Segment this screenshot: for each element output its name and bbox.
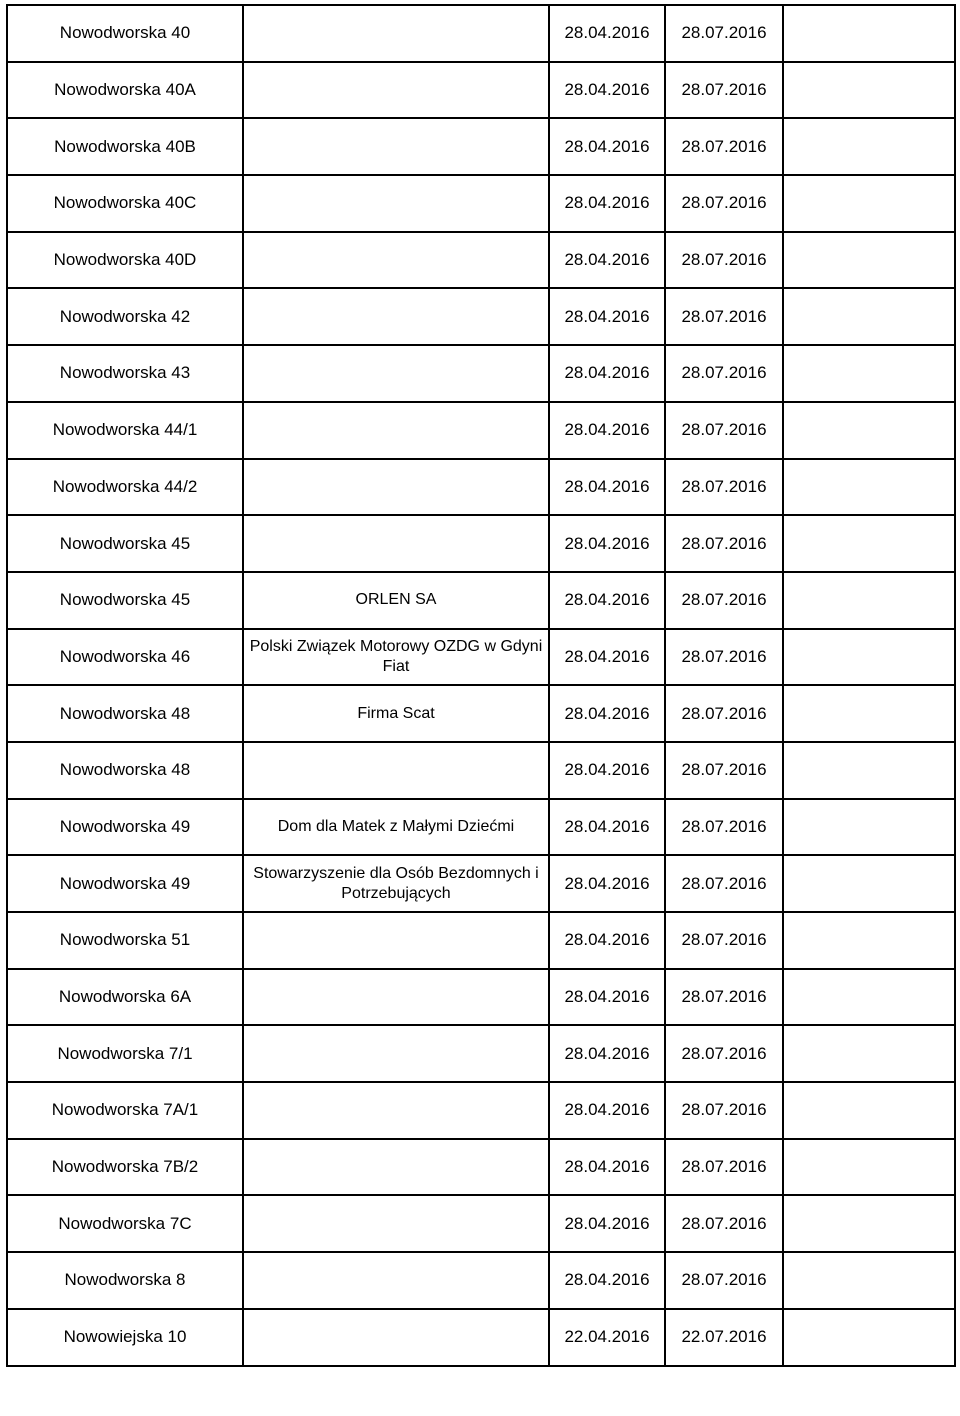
table-row bbox=[7, 742, 955, 799]
company-cell bbox=[243, 1025, 549, 1082]
date-from-cell: 28.04.2016 bbox=[549, 572, 665, 629]
date-from-cell: 22.04.2016 bbox=[549, 1309, 665, 1366]
company-cell bbox=[243, 969, 549, 1026]
date-to-cell: 28.07.2016 bbox=[665, 62, 783, 119]
extra-cell bbox=[783, 685, 955, 742]
company-cell bbox=[243, 175, 549, 232]
address-cell: Nowodworska 49 bbox=[7, 799, 243, 856]
table-row bbox=[7, 1139, 955, 1196]
extra-cell bbox=[783, 1195, 955, 1252]
company-cell bbox=[243, 1195, 549, 1252]
date-from-cell: 28.04.2016 bbox=[549, 629, 665, 686]
company-cell bbox=[243, 1139, 549, 1196]
date-from-cell: 28.04.2016 bbox=[549, 799, 665, 856]
company-cell: Polski Związek Motorowy OZDG w Gdyni Fiat bbox=[243, 629, 549, 686]
address-cell: Nowodworska 48 bbox=[7, 685, 243, 742]
company-cell bbox=[243, 232, 549, 289]
table-row bbox=[7, 1082, 955, 1139]
date-to-cell: 28.07.2016 bbox=[665, 969, 783, 1026]
company-cell bbox=[243, 742, 549, 799]
date-to-cell: 28.07.2016 bbox=[665, 799, 783, 856]
date-to-cell: 28.07.2016 bbox=[665, 1139, 783, 1196]
date-from-cell: 28.04.2016 bbox=[549, 1195, 665, 1252]
table-row bbox=[7, 232, 955, 289]
extra-cell bbox=[783, 1082, 955, 1139]
table-row bbox=[7, 799, 955, 856]
extra-cell bbox=[783, 1139, 955, 1196]
date-to-cell: 28.07.2016 bbox=[665, 232, 783, 289]
extra-cell bbox=[783, 459, 955, 516]
address-cell: Nowodworska 51 bbox=[7, 912, 243, 969]
date-to-cell: 28.07.2016 bbox=[665, 515, 783, 572]
table-row bbox=[7, 912, 955, 969]
address-cell: Nowodworska 40D bbox=[7, 232, 243, 289]
date-to-cell: 28.07.2016 bbox=[665, 1252, 783, 1309]
table-row bbox=[7, 345, 955, 402]
date-to-cell: 28.07.2016 bbox=[665, 402, 783, 459]
date-from-cell: 28.04.2016 bbox=[549, 1139, 665, 1196]
extra-cell bbox=[783, 572, 955, 629]
date-from-cell: 28.04.2016 bbox=[549, 742, 665, 799]
address-cell: Nowodworska 8 bbox=[7, 1252, 243, 1309]
company-cell: Firma Scat bbox=[243, 685, 549, 742]
schedule-table bbox=[6, 4, 956, 1367]
table-row bbox=[7, 969, 955, 1026]
extra-cell bbox=[783, 742, 955, 799]
company-cell bbox=[243, 1309, 549, 1366]
address-cell: Nowodworska 43 bbox=[7, 345, 243, 402]
extra-cell bbox=[783, 515, 955, 572]
extra-cell bbox=[783, 629, 955, 686]
extra-cell bbox=[783, 969, 955, 1026]
address-cell: Nowodworska 40C bbox=[7, 175, 243, 232]
date-to-cell: 28.07.2016 bbox=[665, 345, 783, 402]
extra-cell bbox=[783, 118, 955, 175]
date-from-cell: 28.04.2016 bbox=[549, 1252, 665, 1309]
extra-cell bbox=[783, 1025, 955, 1082]
date-from-cell: 28.04.2016 bbox=[549, 118, 665, 175]
date-to-cell: 22.07.2016 bbox=[665, 1309, 783, 1366]
company-cell bbox=[243, 515, 549, 572]
company-cell bbox=[243, 459, 549, 516]
table-row bbox=[7, 62, 955, 119]
company-cell bbox=[243, 118, 549, 175]
address-cell: Nowodworska 40A bbox=[7, 62, 243, 119]
company-cell bbox=[243, 402, 549, 459]
company-cell bbox=[243, 5, 549, 62]
table-row bbox=[7, 175, 955, 232]
table-row bbox=[7, 629, 955, 686]
date-from-cell: 28.04.2016 bbox=[549, 402, 665, 459]
date-to-cell: 28.07.2016 bbox=[665, 118, 783, 175]
extra-cell bbox=[783, 288, 955, 345]
company-cell bbox=[243, 62, 549, 119]
company-cell bbox=[243, 1082, 549, 1139]
company-cell bbox=[243, 345, 549, 402]
date-from-cell: 28.04.2016 bbox=[549, 288, 665, 345]
address-cell: Nowodworska 49 bbox=[7, 855, 243, 912]
schedule-table-body bbox=[7, 5, 955, 1366]
table-row bbox=[7, 288, 955, 345]
date-from-cell: 28.04.2016 bbox=[549, 969, 665, 1026]
extra-cell bbox=[783, 402, 955, 459]
date-from-cell: 28.04.2016 bbox=[549, 175, 665, 232]
table-row bbox=[7, 1025, 955, 1082]
date-from-cell: 28.04.2016 bbox=[549, 1082, 665, 1139]
address-cell: Nowodworska 6A bbox=[7, 969, 243, 1026]
table-row bbox=[7, 515, 955, 572]
extra-cell bbox=[783, 799, 955, 856]
table-row bbox=[7, 402, 955, 459]
table-row bbox=[7, 685, 955, 742]
address-cell: Nowodworska 45 bbox=[7, 515, 243, 572]
date-to-cell: 28.07.2016 bbox=[665, 288, 783, 345]
address-cell: Nowodworska 7C bbox=[7, 1195, 243, 1252]
address-cell: Nowodworska 7B/2 bbox=[7, 1139, 243, 1196]
company-cell bbox=[243, 912, 549, 969]
address-cell: Nowodworska 48 bbox=[7, 742, 243, 799]
date-from-cell: 28.04.2016 bbox=[549, 459, 665, 516]
date-to-cell: 28.07.2016 bbox=[665, 742, 783, 799]
date-from-cell: 28.04.2016 bbox=[549, 345, 665, 402]
date-to-cell: 28.07.2016 bbox=[665, 1025, 783, 1082]
date-to-cell: 28.07.2016 bbox=[665, 685, 783, 742]
date-to-cell: 28.07.2016 bbox=[665, 572, 783, 629]
address-cell: Nowodworska 44/1 bbox=[7, 402, 243, 459]
table-row bbox=[7, 572, 955, 629]
extra-cell bbox=[783, 1309, 955, 1366]
date-from-cell: 28.04.2016 bbox=[549, 515, 665, 572]
extra-cell bbox=[783, 232, 955, 289]
table-row bbox=[7, 459, 955, 516]
date-to-cell: 28.07.2016 bbox=[665, 175, 783, 232]
table-row bbox=[7, 1195, 955, 1252]
address-cell: Nowodworska 45 bbox=[7, 572, 243, 629]
table-row bbox=[7, 118, 955, 175]
address-cell: Nowodworska 7/1 bbox=[7, 1025, 243, 1082]
date-from-cell: 28.04.2016 bbox=[549, 1025, 665, 1082]
table-row bbox=[7, 5, 955, 62]
table-row bbox=[7, 1309, 955, 1366]
date-to-cell: 28.07.2016 bbox=[665, 629, 783, 686]
address-cell: Nowodworska 46 bbox=[7, 629, 243, 686]
address-cell: Nowodworska 42 bbox=[7, 288, 243, 345]
date-to-cell: 28.07.2016 bbox=[665, 855, 783, 912]
extra-cell bbox=[783, 1252, 955, 1309]
date-from-cell: 28.04.2016 bbox=[549, 62, 665, 119]
extra-cell bbox=[783, 175, 955, 232]
date-from-cell: 28.04.2016 bbox=[549, 912, 665, 969]
date-to-cell: 28.07.2016 bbox=[665, 1195, 783, 1252]
address-cell: Nowodworska 7A/1 bbox=[7, 1082, 243, 1139]
address-cell: Nowowiejska 10 bbox=[7, 1309, 243, 1366]
company-cell bbox=[243, 1252, 549, 1309]
date-to-cell: 28.07.2016 bbox=[665, 5, 783, 62]
date-to-cell: 28.07.2016 bbox=[665, 912, 783, 969]
extra-cell bbox=[783, 855, 955, 912]
company-cell: Dom dla Matek z Małymi Dziećmi bbox=[243, 799, 549, 856]
date-to-cell: 28.07.2016 bbox=[665, 1082, 783, 1139]
company-cell: ORLEN SA bbox=[243, 572, 549, 629]
address-cell: Nowodworska 44/2 bbox=[7, 459, 243, 516]
date-from-cell: 28.04.2016 bbox=[549, 232, 665, 289]
company-cell: Stowarzyszenie dla Osób Bezdomnych i Potrzebujących bbox=[243, 855, 549, 912]
extra-cell bbox=[783, 912, 955, 969]
extra-cell bbox=[783, 345, 955, 402]
extra-cell bbox=[783, 5, 955, 62]
company-cell bbox=[243, 288, 549, 345]
date-from-cell: 28.04.2016 bbox=[549, 5, 665, 62]
table-row bbox=[7, 855, 955, 912]
date-from-cell: 28.04.2016 bbox=[549, 685, 665, 742]
date-from-cell: 28.04.2016 bbox=[549, 855, 665, 912]
table-row bbox=[7, 1252, 955, 1309]
address-cell: Nowodworska 40 bbox=[7, 5, 243, 62]
address-cell: Nowodworska 40B bbox=[7, 118, 243, 175]
date-to-cell: 28.07.2016 bbox=[665, 459, 783, 516]
extra-cell bbox=[783, 62, 955, 119]
